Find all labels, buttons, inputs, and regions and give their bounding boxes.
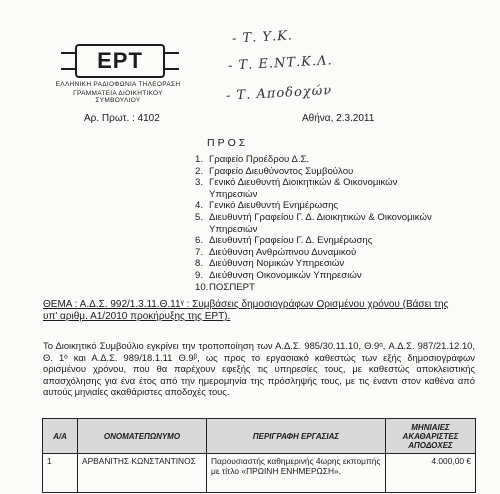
protocol-number: Αρ. Πρωτ. : 4102 xyxy=(84,113,160,124)
table-row xyxy=(43,454,476,493)
cell-name: ΑΡΒΑΝΙΤΗΣ ΚΩΝΣΤΑΝΤΙΝΟΣ xyxy=(78,454,207,493)
handwritten-note-2: - Τ. Ε.ΝΤ.Κ.Λ. xyxy=(227,53,333,74)
col-header-aa: Α/Α xyxy=(43,419,78,454)
table-header-row xyxy=(43,419,476,454)
handwritten-note-1: - Τ. Υ.Κ. xyxy=(231,28,294,47)
col-header-name: ΟΝΟΜΑΤΕΠΩΝΥΜΟ xyxy=(78,419,207,454)
org-name: ΕΛΛΗΝΙΚΗ ΡΑΔΙΟΦΩΝΙΑ ΤΗΛΕΟΡΑΣΗ xyxy=(55,81,181,88)
to-heading: ΠΡΟΣ xyxy=(207,137,249,149)
cell-salary: 4.000,00 € xyxy=(386,454,476,493)
staff-table xyxy=(42,418,476,493)
col-header-salary: ΜΗΝΙΑΙΕΣ ΑΚΑΘΑΡΙΣΤΕΣ ΑΠΟΔΟΧΕΣ xyxy=(386,419,476,454)
list-item: 3. Γενικό Διευθυντή Διοικητικών & Οικονομικών Υπηρεσιών xyxy=(195,177,398,200)
list-item: 4. Γενικό Διευθυντή Ενημέρωσης xyxy=(195,200,339,212)
list-item: 9. Διεύθυνση Οικονομικών Υπηρεσιών xyxy=(195,269,362,281)
col-header-description: ΠΕΡΙΓΡΑΦΗ ΕΡΓΑΣΙΑΣ xyxy=(207,419,386,454)
list-item: 1. Γραφείο Προέδρου Δ.Σ. xyxy=(195,154,310,165)
subject-line: ΘΕΜΑ : Α.Δ.Σ. 992/1.3.11.Θ.11ᵞ : Συμβάσεις δημοσιογράφων Ορισμένου χρόνου (Βάσει της υπ' αριθμ. Α1/2010 προκήρυξης της ΕΡΤ). xyxy=(43,299,449,322)
list-item: 6. Διευθυντή Γραφείου Γ. Δ. Ενημέρωσης xyxy=(195,235,373,247)
place-date: Αθήνα, 2.3.2011 xyxy=(302,113,375,124)
list-item: 5. Διευθυντή Γραφείου Γ. Δ. Διοικητικών & Οικονομικών Υπηρεσιών xyxy=(195,211,432,235)
list-item: 2. Γραφείο Διευθύνοντος Συμβούλου xyxy=(195,165,354,177)
list-item: 8. Διεύθυνση Νομικών Υπηρεσιών xyxy=(195,258,345,270)
org-department: ΓΡΑΜΜΑΤΕΙΑ ΔΙΟΙΚΗΤΙΚΟΥ ΣΥΜΒΟΥΛΙΟΥ xyxy=(73,90,163,104)
handwritten-note-3: - Τ. Αποδοχών xyxy=(225,83,333,104)
list-item: 10. ΠΟΣΠΕΡΤ xyxy=(195,281,255,293)
cell-description: Παρουσιαστής καθημερινής 4ωρης εκπομπής με τίτλο «ΠΡΩΙΝΗ ΕΝΗΜΕΡΩΣΗ». xyxy=(207,454,386,493)
body-paragraph: Το Διοικητικό Συμβούλιο εγκρίνει την τροποποίηση των Α.Δ.Σ. 985/30.11.10, Θ.9ᵅ, Α.Δ.Σ. 987/21.12.10, Θ. 1ᵒ και Α.Δ.Σ. 989/18.1.11 Θ.9ᵝ, ως προς το εργασιακό καθεστώς των εξής δημοσιογράφων ορισμένου χρόνου, που θα παρέχουν εφεξής τις υπηρεσίες τους, με καθεστώς αποκλειστικής απασχόλησης για ένα έτος από την ημερομηνία της πρόσληψής τους, με τις έναντι στον καθένα από αυτούς μηνιαίες ακαθάριστες αποδοχές τους. xyxy=(43,340,475,398)
ert-logo: ΕΡΤ xyxy=(75,44,165,78)
recipient-list xyxy=(195,154,439,293)
list-item: 7. Διεύθυνση Ανθρώπινου Δυναμικού xyxy=(195,246,357,258)
cell-aa: 1 xyxy=(43,454,78,493)
